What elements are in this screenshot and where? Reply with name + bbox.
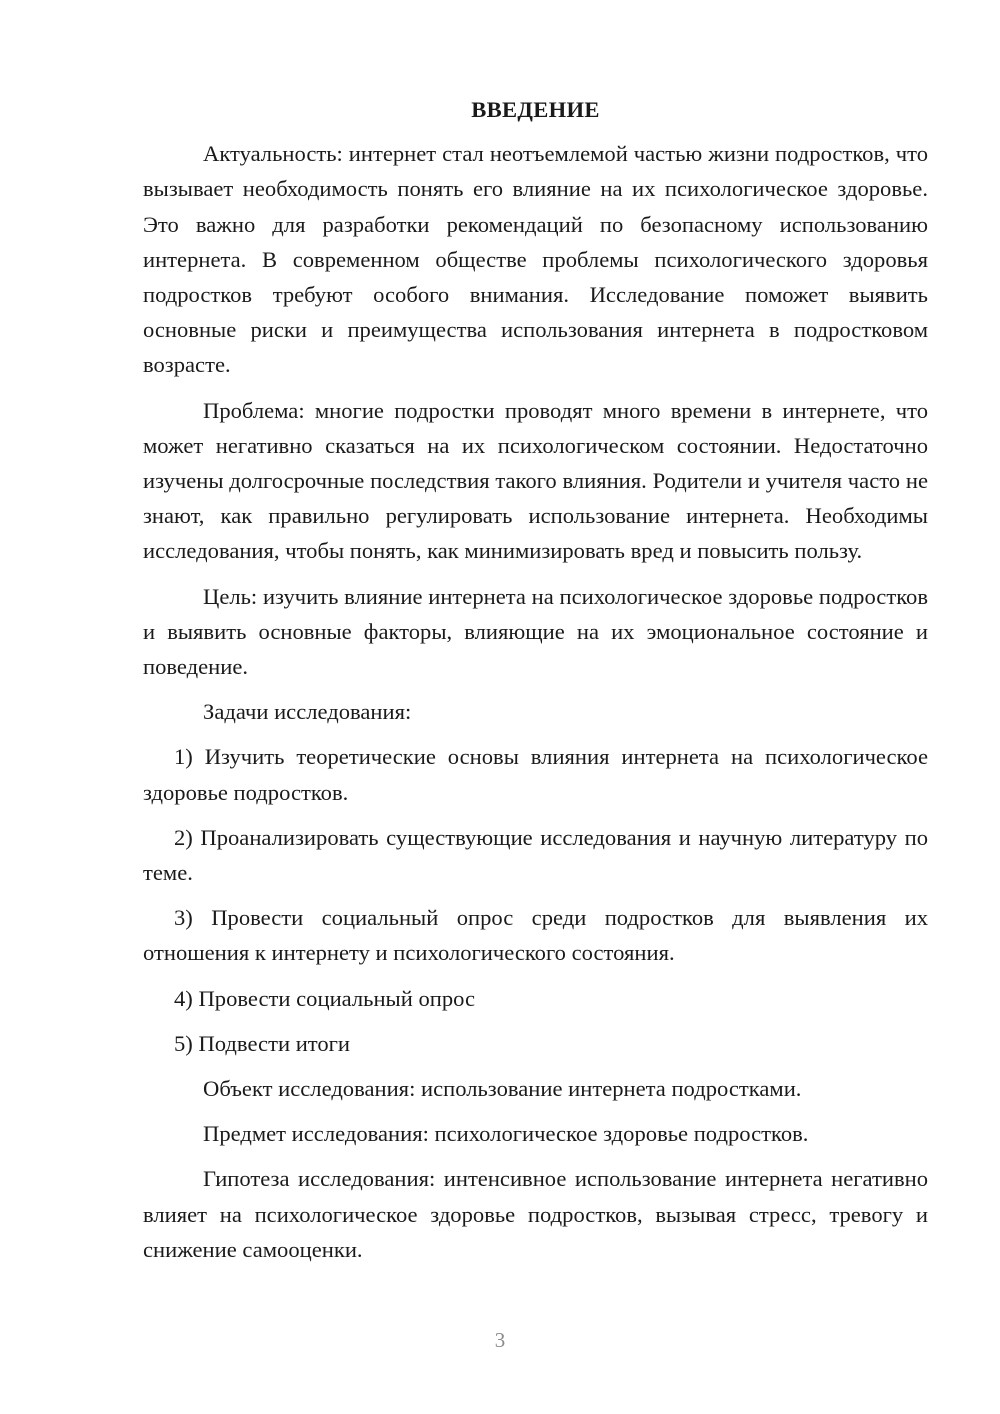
task-item-2: 2) Проанализировать существующие исследования и научную литературу по теме. [143,824,928,886]
task-item-1: 1) Изучить теоретические основы влияния интернета на психологическое здоровье подростков. [143,744,928,805]
paragraph-object: Объект исследования: использование интернета подростками. [203,1076,802,1102]
task-item-4: 4) Провести социальный опрос [174,985,476,1011]
page-number: 3 [494,1328,506,1352]
task-item-5: 5) Подвести итоги [174,1030,351,1056]
paragraph-subject: Предмет исследования: психологическое здоровье подростков. [203,1121,809,1147]
paragraph-hypothesis: Гипотеза исследования: интенсивное использование интернета негативно влияет на психологическое здоровье подростков, вызывая стресс, тревогу и снижение самооценки. [143,1166,928,1262]
paragraph-goal: Цель: изучить влияние интернета на психологическое здоровье подростков и выявить основные факторы, влияющие на их эмоциональное состояние и поведение. [143,583,928,680]
paragraph-problem: Проблема: многие подростки проводят много времени в интернете, что может негативно сказаться на их психологическом состоянии. Недостаточно изучены долгосрочные последствия такого влияния. Родители и учителя часто не знают, как правильно регулировать использование интернета. Необходимы исследования, чтобы понять, как минимизировать вред и повысить пользу. [143,397,928,564]
paragraph-relevance: Актуальность: интернет стал неотъемлемой частью жизни подростков, что вызывает необходимость понять его влияние на их психологическое здоровье. Это важно для разработки рекомендаций по безопасному использованию интернета. В современном обществе проблемы психологического здоровья подростков требуют особого внимания. Исследование поможет выявить основные риски и преимущества использования интернета в подростковом возрасте. [143,141,928,378]
task-item-3: 3) Провести социальный опрос среди подростков для выявления их отношения к интернету и психологического состояния. [143,905,928,966]
page-content [143,92,928,1277]
tasks-heading: Задачи исследования: [203,699,412,725]
page-title: ВВЕДЕНИЕ [471,97,600,122]
